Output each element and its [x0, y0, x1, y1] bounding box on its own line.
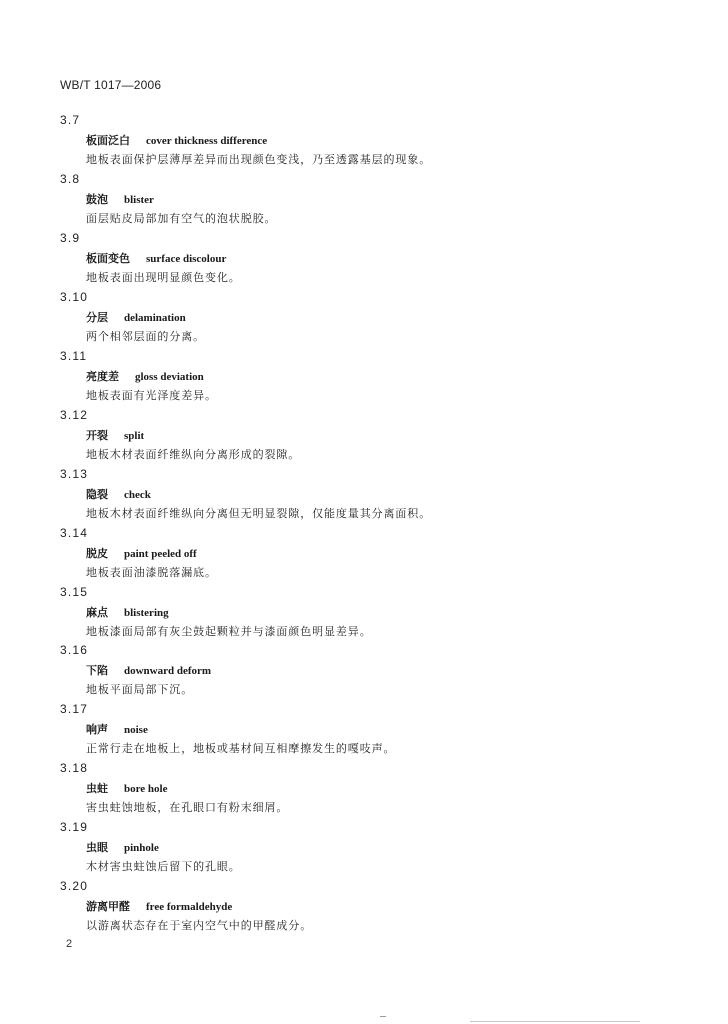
- term-entry: [0, 879, 728, 938]
- term-entry: [0, 231, 728, 290]
- scan-artifact-mark: [470, 1021, 640, 1022]
- entry-term: [86, 898, 232, 914]
- entry-term: [86, 250, 226, 266]
- entry-number: 3.16: [60, 643, 89, 658]
- entry-term: [86, 662, 211, 678]
- term-chinese: 下陷: [86, 664, 108, 678]
- term-chinese: 分层: [86, 310, 108, 324]
- term-entry: [0, 290, 728, 349]
- entry-term: [86, 191, 154, 207]
- entry-definition: 地板木材表面纤维纵向分离但无明显裂隙，仅能度量其分离面积。: [86, 506, 432, 520]
- term-entry: [0, 526, 728, 585]
- entry-number: 3.13: [60, 466, 89, 481]
- term-english: bore hole: [124, 783, 168, 796]
- term-english: check: [124, 488, 151, 501]
- entry-number: 3.10: [60, 289, 89, 304]
- page-number: 2: [66, 938, 73, 950]
- entry-term: [86, 545, 197, 561]
- entry-definition: 正常行走在地板上，地板或基材间互相摩擦发生的嘎吱声。: [86, 742, 396, 756]
- entry-definition: 地板表面保护层薄厚差异而出现颜色变浅，乃至透露基层的现象。: [86, 153, 432, 166]
- entry-definition: 地板平面局部下沉。: [86, 683, 194, 697]
- standard-code-header: WB/T 1017—2006: [60, 78, 162, 92]
- entry-term: [86, 309, 186, 325]
- entry-term: [86, 486, 151, 502]
- term-entry: [0, 702, 728, 761]
- term-english: cover thickness difference: [146, 135, 268, 147]
- term-english: pinhole: [124, 842, 159, 855]
- entry-number: 3.17: [60, 702, 89, 717]
- entry-definition: 地板表面油漆脱落漏底。: [86, 565, 217, 579]
- entry-definition: 木材害虫蛀蚀后留下的孔眼。: [86, 860, 241, 874]
- entry-term: [86, 780, 168, 796]
- entry-definition: 面层贴皮局部加有空气的泡状脱胶。: [86, 211, 277, 225]
- entry-number: 3.15: [60, 584, 89, 599]
- entry-definition: 地板表面有光泽度差异。: [86, 388, 217, 402]
- term-entry: [0, 585, 728, 644]
- term-entry: [0, 172, 728, 231]
- term-entry: [0, 820, 728, 879]
- scan-artifact-mark: [380, 1016, 386, 1017]
- entry-definition: 以游离状态存在于室内空气中的甲醛成分。: [86, 919, 313, 933]
- entry-definition: 地板漆面局部有灰尘鼓起颗粒并与漆面颜色明显差异。: [86, 624, 372, 638]
- entry-number: 3.18: [60, 761, 89, 776]
- term-entry: [0, 643, 728, 702]
- term-chinese: 开裂: [86, 428, 108, 442]
- term-chinese: 板面变色: [86, 251, 130, 265]
- term-english: blistering: [124, 606, 169, 619]
- entry-number: 3.7: [60, 113, 81, 127]
- term-chinese: 游离甲醛: [86, 900, 130, 914]
- term-english: split: [124, 429, 145, 442]
- term-english: paint peeled off: [124, 547, 197, 560]
- term-english: noise: [124, 724, 148, 737]
- entry-definition: 两个相邻层面的分离。: [86, 329, 205, 343]
- term-english: downward deform: [124, 665, 212, 678]
- term-chinese: 隐裂: [86, 487, 108, 501]
- entry-number: 3.14: [60, 525, 89, 540]
- term-chinese: 板面泛白: [86, 134, 130, 147]
- term-chinese: 虫眼: [86, 841, 108, 855]
- term-chinese: 亮度差: [86, 369, 119, 383]
- term-entry: [0, 349, 728, 408]
- term-english: blister: [124, 193, 154, 206]
- term-english: free formaldehyde: [146, 901, 233, 914]
- entry-number: 3.12: [60, 407, 89, 422]
- entry-number: 3.20: [60, 879, 89, 894]
- term-english: gloss deviation: [135, 370, 204, 383]
- term-english: delamination: [124, 311, 186, 324]
- term-chinese: 麻点: [86, 605, 108, 619]
- term-entry: [0, 467, 728, 526]
- entry-definition: 地板表面出现明显颜色变化。: [86, 270, 241, 284]
- entry-term: [86, 427, 144, 443]
- entry-term: [86, 132, 267, 148]
- entry-number: 3.19: [60, 820, 89, 835]
- entry-number: 3.8: [60, 171, 81, 186]
- term-chinese: 虫蛀: [86, 782, 108, 796]
- term-chinese: 鼓泡: [86, 192, 108, 206]
- entry-definition: 害虫蛀蚀地板，在孔眼口有粉末细屑。: [86, 801, 289, 815]
- entry-definition: 地板木材表面纤维纵向分离形成的裂隙。: [86, 447, 301, 461]
- term-english: surface discolour: [146, 252, 227, 265]
- entry-term: [86, 368, 204, 384]
- term-entry: [0, 761, 728, 820]
- entry-number: 3.9: [60, 230, 81, 245]
- term-entry: [0, 113, 728, 172]
- entry-term: [86, 839, 159, 855]
- terms-list: [0, 113, 728, 938]
- term-chinese: 响声: [86, 723, 108, 737]
- entry-term: [86, 604, 169, 620]
- entry-term: [86, 721, 148, 737]
- term-entry: [0, 408, 728, 467]
- term-chinese: 脱皮: [86, 546, 108, 560]
- entry-number: 3.11: [60, 348, 88, 363]
